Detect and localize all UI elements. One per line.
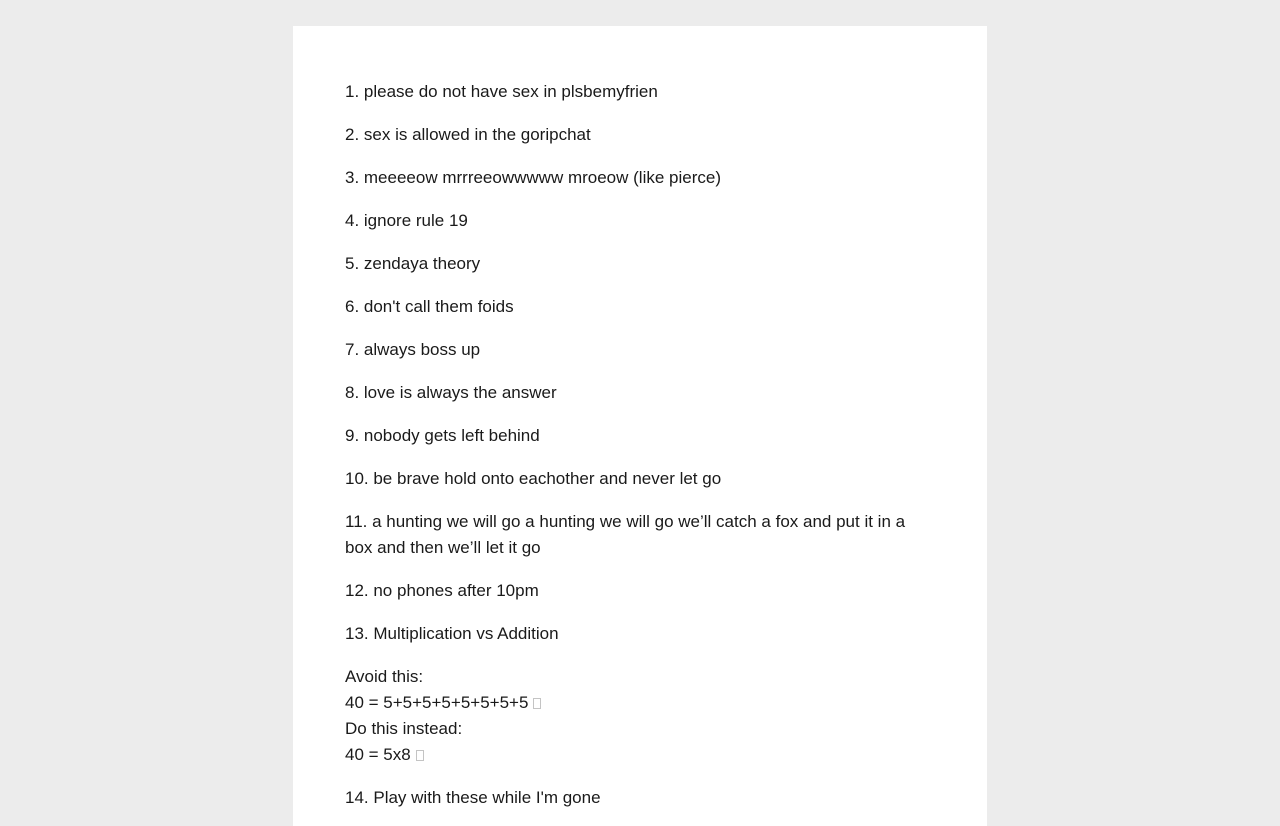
rule-item: 6. don't call them foids xyxy=(345,297,514,316)
rule-item: 12. no phones after 10pm xyxy=(345,581,539,600)
rule-item: 4. ignore rule 19 xyxy=(345,211,468,230)
rule-item: 10. be brave hold onto eachother and never let go xyxy=(345,469,722,488)
avoid-label: Avoid this: xyxy=(345,667,424,686)
rule-item: 11. a hunting we will go a hunting we will go we’ll catch a fox and put it in a box and then we’ll let it go xyxy=(345,512,906,557)
missing-glyph-icon xyxy=(533,698,541,709)
rule-item: 5. zendaya theory xyxy=(345,254,481,273)
rule-item: 14. Play with these while I'm gone xyxy=(345,788,601,807)
document-page xyxy=(293,26,987,826)
missing-glyph-icon xyxy=(416,750,424,761)
rule-item: 9. nobody gets left behind xyxy=(345,426,540,445)
rules-list xyxy=(345,79,935,811)
avoid-line xyxy=(345,690,935,716)
rule-item: 3. meeeeow mrrreeowwwww mroeow (like pierce) xyxy=(345,168,721,187)
avoid-expression: 40 = 5+5+5+5+5+5+5+5 xyxy=(345,693,529,712)
math-example xyxy=(345,664,935,768)
instead-expression: 40 = 5x8 xyxy=(345,745,411,764)
rule-item: 2. sex is allowed in the goripchat xyxy=(345,125,591,144)
rule-item: 8. love is always the answer xyxy=(345,383,557,402)
rule-item: 13. Multiplication vs Addition xyxy=(345,624,559,643)
instead-label: Do this instead: xyxy=(345,719,463,738)
rule-item: 7. always boss up xyxy=(345,340,481,359)
rule-item: 1. please do not have sex in plsbemyfrien xyxy=(345,82,658,101)
instead-line xyxy=(345,742,935,768)
